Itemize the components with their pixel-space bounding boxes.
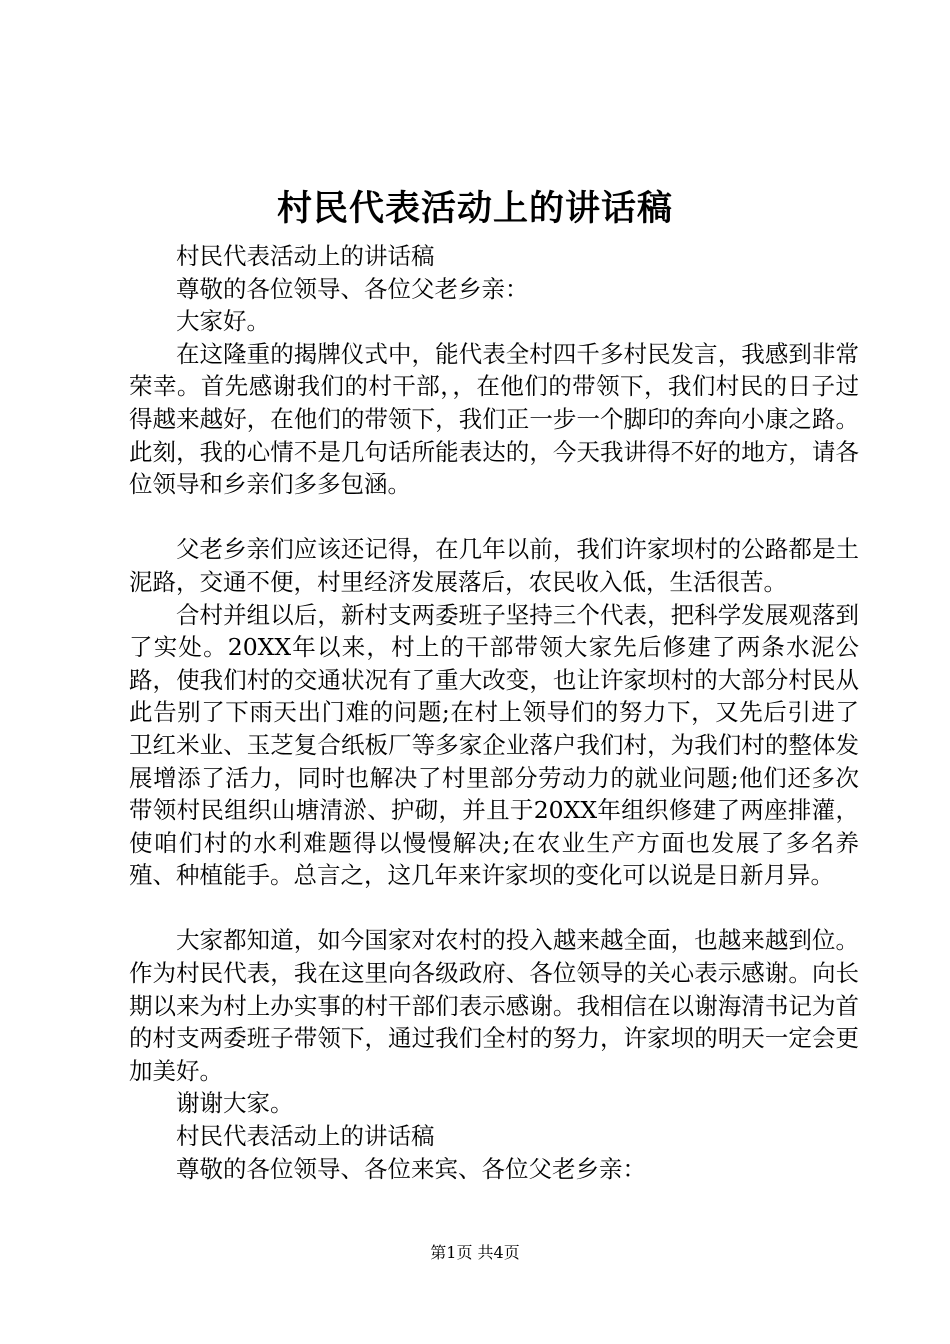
paragraph-past: 父老乡亲们应该还记得，在几年以前，我们许家坝村的公路都是土泥路，交通不便，村里经济发展落后，农民收入低，生活很苦。 (129, 535, 859, 596)
paragraph-salutation: 尊敬的各位领导、各位父老乡亲： (176, 274, 529, 303)
document-body (129, 240, 859, 1185)
paragraph-greeting: 大家好。 (176, 307, 270, 336)
page-footer: 第1页 共4页 (430, 1243, 520, 1262)
paragraph-salutation-second: 尊敬的各位领导、各位来宾、各位父老乡亲： (176, 1154, 646, 1183)
paragraph-heading-second: 村民代表活动上的讲话稿 (176, 1122, 435, 1151)
paragraph-opening: 在这隆重的揭牌仪式中，能代表全村四千多村民发言，我感到非常荣幸。首先感谢我们的村干部，，在他们的带领下，我们村民的日子过得越来越好，在他们的带领下，我们正一步一个脚印的奔向小康之路。此刻，我的心情不是几句话所能表达的，今天我讲得不好的地方，请各位领导和乡亲们多多包涵。 (129, 339, 859, 499)
paragraph-development: 合村并组以后，新村支两委班子坚持三个代表，把科学发展观落到了实处。20XX年以来，村上的干部带领大家先后修建了两条水泥公路，使我们村的交通状况有了重大改变，也让许家坝村的大部分村民从此告别了下雨天出门难的问题;在村上领导们的努力下，又先后引进了卫红米业、玉芝复合纸板厂等多家企业落户我们村，为我们村的整体发展增添了活力，同时也解决了村里部分劳动力的就业问题;他们还多次带领村民组织山塘清淤、护砌，并且于20XX年组织修建了两座排灌，使咱们村的水利难题得以慢慢解决;在农业生产方面也发展了多名养殖、种植能手。总言之，这几年来许家坝的变化可以说是日新月异。 (129, 600, 859, 890)
paragraph-thanks: 大家都知道，如今国家对农村的投入越来越全面，也越来越到位。作为村民代表，我在这里向各级政府、各位领导的关心表示感谢。向长期以来为村上办实事的村干部们表示感谢。我相信在以谢海清书记为首的村支两委班子带领下，通过我们全村的努力，许家坝的明天一定会更加美好。 (129, 926, 859, 1085)
document-title: 村民代表活动上的讲话稿 (276, 188, 673, 229)
paragraph-closing: 谢谢大家。 (176, 1089, 294, 1118)
paragraph-heading-repeat: 村民代表活动上的讲话稿 (176, 242, 435, 270)
